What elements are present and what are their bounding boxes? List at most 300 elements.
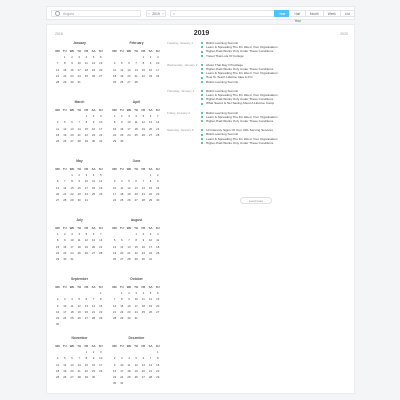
day-cell[interactable]: 7 [64,179,66,184]
day-cell[interactable]: 7 [99,232,102,237]
day-cell[interactable]: 10 [63,303,67,308]
day-cell[interactable]: 6 [142,356,145,361]
day-cell[interactable]: 22 [134,250,138,255]
day-cell[interactable]: 23 [91,368,96,373]
day-cell[interactable]: 19 [84,244,88,249]
day-cell[interactable]: 22 [84,132,88,137]
view-tab-list[interactable]: List [340,10,355,17]
day-cell[interactable]: 3 [71,232,73,237]
day-cell[interactable]: 23 [156,191,160,196]
day-cell[interactable]: 4 [142,291,145,296]
day-cell[interactable]: 24 [99,368,103,373]
day-cell[interactable]: 12 [91,61,96,66]
day-cell[interactable]: 18 [56,132,60,137]
day-cell[interactable]: 9 [149,61,152,66]
day-cell[interactable]: 25 [134,132,138,137]
day-cell[interactable]: 14 [91,303,96,308]
day-cell[interactable]: 19 [63,132,67,137]
day-cell[interactable]: 10 [77,61,81,66]
day-cell[interactable]: 2 [142,232,145,237]
day-cell[interactable]: 28 [77,374,81,379]
day-cell[interactable]: 8 [149,179,152,184]
day-cell[interactable]: 8 [135,238,137,243]
day-cell[interactable]: 12 [63,126,67,131]
day-cell[interactable]: 5 [78,297,80,302]
day-cell[interactable]: 21 [56,73,60,78]
day-cell[interactable]: 15 [84,362,88,367]
day-cell[interactable]: 5 [113,238,116,243]
day-cell[interactable]: 11 [113,67,117,72]
day-cell[interactable]: 13 [84,303,88,308]
day-cell[interactable]: 15 [156,362,160,367]
day-cell[interactable]: 14 [113,303,117,308]
day-cell[interactable]: 29 [63,79,67,84]
day-cell[interactable]: 12 [141,120,145,125]
month-name[interactable]: May [76,159,83,163]
day-cell[interactable]: 7 [149,356,152,361]
day-cell[interactable]: 25 [141,309,145,314]
prev-year-icon[interactable]: ‹ [148,11,150,16]
day-cell[interactable]: 25 [56,138,60,143]
day-cell[interactable]: 10 [84,179,88,184]
day-cell[interactable]: 21 [113,309,117,314]
day-cell[interactable]: 7 [142,179,145,184]
day-cell[interactable]: 23 [113,374,117,379]
day-cell[interactable]: 26 [63,138,67,143]
event-item[interactable] [201,54,347,58]
day-cell[interactable]: 29 [148,197,153,202]
day-cell[interactable]: 1 [135,232,137,237]
prev-year-link[interactable]: 2018 [55,32,63,36]
day-cell[interactable]: 23 [56,315,60,320]
day-cell[interactable]: 12 [63,362,67,367]
day-cell[interactable]: 14 [99,238,103,243]
day-cell[interactable]: 10 [70,238,74,243]
day-cell[interactable]: 16 [148,67,153,72]
day-cell[interactable]: 11 [141,297,145,302]
day-cell[interactable]: 6 [99,55,102,60]
day-cell[interactable]: 3 [78,55,80,60]
day-cell[interactable]: 21 [77,132,81,137]
day-cell[interactable]: 4 [56,356,59,361]
event-item[interactable] [201,119,347,123]
day-cell[interactable]: 20 [70,132,74,137]
day-cell[interactable]: 13 [156,297,160,302]
day-cell[interactable]: 11 [56,362,60,367]
day-cell[interactable]: 8 [85,356,88,361]
day-cell[interactable]: 21 [99,244,103,249]
day-cell[interactable]: 3 [121,356,123,361]
day-cell[interactable]: 1 [142,55,145,60]
day-cell[interactable]: 28 [77,138,81,143]
day-cell[interactable]: 26 [63,374,67,379]
day-cell[interactable]: 4 [71,297,73,302]
view-tab-week[interactable]: Week [323,10,341,17]
month-name[interactable]: February [129,41,144,45]
day-cell[interactable]: 3 [99,114,102,119]
month-name[interactable]: September [70,277,89,281]
day-cell[interactable]: 5 [142,114,145,119]
day-cell[interactable]: 29 [56,256,60,261]
day-cell[interactable]: 19 [77,309,81,314]
day-cell[interactable]: 31 [120,381,124,386]
day-cell[interactable]: 1 [113,114,116,119]
day-cell[interactable]: 3 [99,350,102,355]
day-cell[interactable]: 10 [120,362,124,367]
day-cell[interactable]: 4 [135,114,137,119]
day-cell[interactable]: 25 [77,250,81,255]
day-cell[interactable]: 28 [127,256,131,261]
day-cell[interactable]: 17 [77,67,81,72]
day-cell[interactable]: 22 [70,191,74,196]
event-item[interactable] [201,80,347,84]
day-cell[interactable]: 14 [77,126,81,131]
day-cell[interactable]: 14 [127,244,131,249]
day-cell[interactable]: 30 [63,256,67,261]
day-cell[interactable]: 18 [134,126,138,131]
day-cell[interactable]: 11 [92,179,95,184]
day-cell[interactable]: 17 [113,191,117,196]
day-cell[interactable]: 16 [91,362,96,367]
day-cell[interactable]: 18 [77,244,81,249]
day-cell[interactable]: 30 [91,138,96,143]
day-cell[interactable]: 22 [141,73,145,78]
day-cell[interactable]: 19 [134,368,138,373]
day-cell[interactable]: 21 [141,191,145,196]
day-cell[interactable]: 28 [113,315,117,320]
day-cell[interactable]: 28 [134,79,138,84]
day-cell[interactable]: 5 [99,173,102,178]
day-cell[interactable]: 12 [148,297,153,302]
day-cell[interactable]: 15 [56,244,60,249]
day-cell[interactable]: 2 [71,55,73,60]
day-cell[interactable]: 26 [91,73,96,78]
day-cell[interactable]: 5 [85,232,88,237]
next-year-link[interactable]: 2020 [340,32,348,36]
day-cell[interactable]: 2 [92,114,95,119]
day-cell[interactable]: 19 [63,368,67,373]
day-cell[interactable]: 19 [120,73,124,78]
day-cell[interactable]: 12 [84,238,88,243]
day-cell[interactable]: 7 [156,114,159,119]
day-cell[interactable]: 17 [134,303,138,308]
day-cell[interactable]: 24 [113,197,117,202]
day-cell[interactable]: 24 [63,315,67,320]
day-cell[interactable]: 22 [99,309,103,314]
day-cell[interactable]: 6 [85,297,88,302]
day-cell[interactable]: 13 [70,362,74,367]
day-cell[interactable]: 24 [84,191,88,196]
day-cell[interactable]: 3 [128,114,130,119]
day-cell[interactable]: 26 [127,197,131,202]
day-cell[interactable]: 16 [141,244,145,249]
day-cell[interactable]: 11 [56,126,60,131]
day-cell[interactable]: 19 [113,250,117,255]
day-cell[interactable]: 5 [64,356,66,361]
day-cell[interactable]: 22 [63,73,67,78]
day-cell[interactable]: 22 [56,250,60,255]
day-cell[interactable]: 21 [156,126,160,131]
day-cell[interactable]: 23 [70,73,74,78]
month-name[interactable]: October [130,277,143,281]
day-cell[interactable]: 17 [99,362,103,367]
day-cell[interactable]: 20 [141,368,145,373]
day-cell[interactable]: 4 [85,55,88,60]
day-cell[interactable]: 18 [127,368,131,373]
day-cell[interactable]: 1 [156,350,159,355]
day-cell[interactable]: 10 [134,297,138,302]
day-cell[interactable]: 18 [113,73,117,78]
day-cell[interactable]: 31 [70,256,74,261]
day-cell[interactable]: 12 [77,303,81,308]
day-cell[interactable]: 31 [77,79,81,84]
day-cell[interactable]: 2 [113,356,116,361]
day-cell[interactable]: 27 [99,73,103,78]
day-cell[interactable]: 11 [156,238,160,243]
day-cell[interactable]: 15 [99,303,103,308]
day-cell[interactable]: 30 [113,381,117,386]
day-cell[interactable]: 1 [85,350,88,355]
day-cell[interactable]: 13 [99,61,103,66]
day-cell[interactable]: 29 [134,256,138,261]
day-cell[interactable]: 22 [84,368,88,373]
day-cell[interactable]: 13 [148,120,153,125]
day-cell[interactable]: 3 [113,179,116,184]
day-cell[interactable]: 6 [156,291,159,296]
day-cell[interactable]: 8 [142,61,145,66]
day-cell[interactable]: 25 [56,374,60,379]
day-cell[interactable]: 3 [85,173,88,178]
day-cell[interactable]: 20 [70,368,74,373]
day-cell[interactable]: 9 [128,297,130,302]
day-cell[interactable]: 27 [156,309,160,314]
day-cell[interactable]: 15 [84,126,88,131]
day-cell[interactable]: 20 [120,250,124,255]
day-cell[interactable]: 22 [156,368,160,373]
day-cell[interactable]: 1 [64,55,66,60]
day-cell[interactable]: 27 [84,315,88,320]
day-cell[interactable]: 8 [85,120,88,125]
day-cell[interactable]: 14 [77,362,81,367]
day-cell[interactable]: 28 [156,132,160,137]
day-cell[interactable]: 18 [84,67,88,72]
day-cell[interactable]: 26 [99,191,103,196]
day-cell[interactable]: 11 [134,120,138,125]
day-cell[interactable]: 16 [113,368,117,373]
day-cell[interactable]: 27 [127,79,131,84]
day-cell[interactable]: 21 [134,73,138,78]
day-cell[interactable]: 28 [63,197,67,202]
day-cell[interactable]: 14 [156,120,160,125]
day-cell[interactable]: 20 [99,67,103,72]
day-cell[interactable]: 5 [128,179,130,184]
day-cell[interactable]: 9 [92,356,95,361]
day-cell[interactable]: 3 [135,291,137,296]
day-cell[interactable]: 8 [56,238,59,243]
day-cell[interactable]: 31 [134,315,138,320]
day-cell[interactable]: 2 [78,173,80,178]
day-cell[interactable]: 3 [64,297,66,302]
day-cell[interactable]: 14 [63,185,67,190]
day-cell[interactable]: 13 [120,244,124,249]
day-cell[interactable]: 15 [134,244,138,249]
day-cell[interactable]: 16 [77,185,81,190]
day-cell[interactable]: 30 [120,138,124,143]
day-cell[interactable]: 22 [120,309,124,314]
event-item[interactable] [201,101,347,105]
event-item[interactable] [201,141,347,145]
day-cell[interactable]: 19 [99,185,103,190]
day-cell[interactable]: 9 [64,238,66,243]
day-cell[interactable]: 26 [141,132,145,137]
day-cell[interactable]: 12 [120,67,124,72]
day-cell[interactable]: 23 [91,132,96,137]
day-cell[interactable]: 7 [113,297,116,302]
day-cell[interactable]: 25 [84,73,88,78]
day-cell[interactable]: 29 [70,197,74,202]
day-cell[interactable]: 24 [148,250,153,255]
day-cell[interactable]: 25 [91,191,96,196]
day-cell[interactable]: 2 [121,114,123,119]
day-cell[interactable]: 1 [71,173,73,178]
day-cell[interactable]: 11 [77,238,81,243]
day-cell[interactable]: 29 [120,315,124,320]
day-cell[interactable]: 6 [71,120,73,125]
load-more-button[interactable]: Load more [240,197,272,204]
day-cell[interactable]: 8 [113,120,116,125]
day-cell[interactable]: 20 [91,244,96,249]
day-cell[interactable]: 9 [156,179,159,184]
day-cell[interactable]: 24 [120,374,124,379]
day-cell[interactable]: 17 [127,126,131,131]
day-cell[interactable]: 4 [56,120,59,125]
day-cell[interactable]: 2 [128,291,130,296]
day-cell[interactable]: 18 [141,303,145,308]
day-cell[interactable]: 28 [148,374,153,379]
day-cell[interactable]: 10 [99,356,103,361]
day-cell[interactable]: 28 [56,79,60,84]
next-year-icon[interactable]: › [162,11,164,16]
day-cell[interactable]: 9 [121,120,123,125]
day-cell[interactable]: 16 [127,303,131,308]
day-cell[interactable]: 26 [113,256,117,261]
day-cell[interactable]: 16 [56,309,60,314]
day-cell[interactable]: 11 [127,362,131,367]
day-cell[interactable]: 7 [78,356,80,361]
day-cell[interactable]: 2 [64,232,66,237]
day-cell[interactable]: 19 [141,126,145,131]
day-cell[interactable]: 31 [99,138,103,143]
day-cell[interactable]: 12 [134,362,138,367]
day-cell[interactable]: 17 [156,67,160,72]
day-cell[interactable]: 11 [120,185,124,190]
day-cell[interactable]: 10 [148,238,153,243]
day-cell[interactable]: 4 [128,356,130,361]
day-cell[interactable]: 20 [84,309,88,314]
day-cell[interactable]: 15 [63,67,67,72]
month-name[interactable]: July [76,218,83,222]
month-name[interactable]: June [132,159,141,163]
day-cell[interactable]: 29 [156,374,160,379]
close-icon[interactable]: × [173,12,176,16]
day-cell[interactable]: 6 [92,232,95,237]
day-cell[interactable]: 17 [148,244,153,249]
day-cell[interactable]: 17 [84,185,88,190]
day-cell[interactable]: 8 [64,61,66,66]
day-cell[interactable]: 23 [141,250,145,255]
day-cell[interactable]: 18 [156,244,160,249]
month-name[interactable]: August [130,218,143,222]
day-cell[interactable]: 5 [92,55,95,60]
day-cell[interactable]: 9 [92,120,95,125]
day-cell[interactable]: 9 [78,179,80,184]
day-cell[interactable]: 18 [91,185,96,190]
day-cell[interactable]: 16 [70,67,74,72]
day-cell[interactable]: 4 [156,232,159,237]
day-cell[interactable]: 10 [99,120,103,125]
day-cell[interactable]: 20 [56,191,60,196]
day-cell[interactable]: 31 [84,197,88,202]
day-cell[interactable]: 13 [91,238,96,243]
day-cell[interactable]: 21 [63,191,67,196]
day-cell[interactable]: 29 [84,138,88,143]
day-cell[interactable]: 25 [70,315,74,320]
day-cell[interactable]: 25 [113,79,117,84]
day-cell[interactable]: 10 [113,185,117,190]
day-cell[interactable]: 30 [156,197,160,202]
day-cell[interactable]: 20 [134,191,138,196]
day-cell[interactable]: 18 [70,309,74,314]
day-cell[interactable]: 17 [70,244,74,249]
day-cell[interactable]: 15 [120,303,124,308]
day-cell[interactable]: 8 [121,297,123,302]
day-cell[interactable]: 30 [127,315,131,320]
day-cell[interactable]: 26 [148,309,153,314]
day-cell[interactable]: 6 [121,238,123,243]
day-cell[interactable]: 13 [56,185,60,190]
day-cell[interactable]: 20 [156,303,160,308]
day-cell[interactable]: 21 [77,368,81,373]
day-cell[interactable]: 16 [156,185,160,190]
day-cell[interactable]: 19 [91,67,96,72]
day-cell[interactable]: 6 [149,114,152,119]
day-cell[interactable]: 30 [70,79,74,84]
day-cell[interactable]: 27 [134,197,138,202]
day-cell[interactable]: 17 [99,126,103,131]
day-cell[interactable]: 6 [135,179,137,184]
day-cell[interactable]: 15 [70,185,74,190]
day-cell[interactable]: 6 [128,61,130,66]
day-cell[interactable]: 13 [70,126,74,131]
day-cell[interactable]: 9 [142,238,145,243]
day-cell[interactable]: 9 [113,362,116,367]
day-cell[interactable]: 5 [149,291,152,296]
day-cell[interactable]: 2 [92,350,95,355]
day-cell[interactable]: 2 [156,173,159,178]
day-cell[interactable]: 20 [148,126,153,131]
day-cell[interactable]: 13 [141,362,145,367]
day-cell[interactable]: 7 [135,61,137,66]
day-cell[interactable]: 27 [91,250,96,255]
day-cell[interactable]: 23 [148,73,153,78]
day-cell[interactable]: 4 [121,179,123,184]
day-cell[interactable]: 1 [99,291,102,296]
day-cell[interactable]: 8 [71,179,73,184]
day-cell[interactable]: 1 [85,114,88,119]
day-cell[interactable]: 9 [56,303,59,308]
day-cell[interactable]: 14 [141,185,145,190]
day-cell[interactable]: 27 [120,256,124,261]
